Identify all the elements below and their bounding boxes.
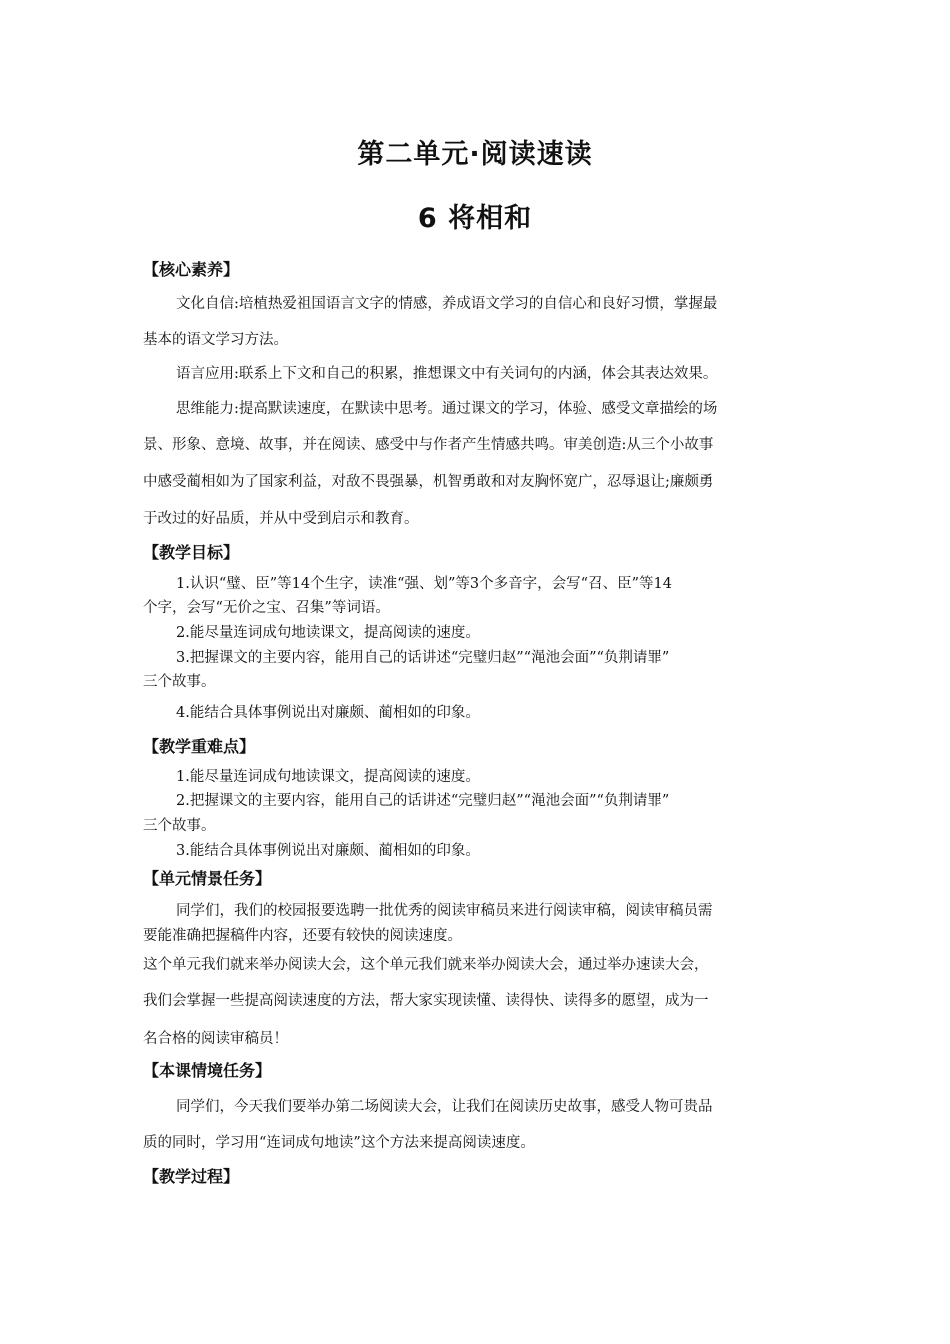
paragraph-line: 语言应用:联系上下文和自己的积累，推想课文中有关词句的内涵，体会其表达效果。 <box>176 366 718 382</box>
paragraph-line: 三个故事。 <box>143 674 216 690</box>
paragraph-line: 中感受蔺相如为了国家利益，对敌不畏强暴，机智勇敢和对友胸怀宽广，忍辱退让;廉颇勇 <box>143 474 714 490</box>
paragraph-line: 个字，会写“无价之宝、召集”等词语。 <box>143 600 390 616</box>
paragraph-line: 景、形象、意境、故事，并在阅读、感受中与作者产生情感共鸣。审美创造:从三个小故事 <box>143 437 714 453</box>
paragraph-line: 质的同时，学习用“连词成句地读”这个方法来提高阅读速度。 <box>143 1135 535 1151</box>
paragraph-line: 这个单元我们就来举办阅读大会，这个单元我们就来举办阅读大会，通过举办速读大会， <box>143 957 709 973</box>
paragraph-line: 名合格的阅读审稿员！ <box>143 1031 288 1047</box>
paragraph-line: 3.把握课文的主要内容，能用自己的话讲述“完璧归赵”“渑池会面”“负荆请罪” <box>176 650 670 666</box>
paragraph-line: 思维能力:提高默读速度，在默读中思考。通过课文的学习，体验、感受文章描绘的场 <box>176 401 718 417</box>
paragraph-line: 同学们，今天我们要举办第二场阅读大会，让我们在阅读历史故事，感受人物可贵品 <box>176 1099 713 1115</box>
section-heading-core: 【核心素养】 <box>143 260 240 279</box>
paragraph-line: 2.能尽量连词成句地读课文，提高阅读的速度。 <box>176 625 480 641</box>
paragraph-line: 3.能结合具体事例说出对廉颇、蔺相如的印象。 <box>176 843 480 859</box>
section-heading-unit-task: 【单元情景任务】 <box>143 869 272 888</box>
paragraph-line: 基本的语文学习方法。 <box>143 332 288 348</box>
unit-title: 第二单元·阅读速读 <box>357 139 593 170</box>
lesson-title: 6 将相和 <box>417 203 533 234</box>
section-heading-lesson-task: 【本课情境任务】 <box>143 1061 272 1080</box>
paragraph-line: 同学们，我们的校园报要选聘一批优秀的阅读审稿员来进行阅读审稿，阅读审稿员需 <box>176 903 713 919</box>
section-heading-process: 【教学过程】 <box>143 1167 240 1186</box>
paragraph-line: 4.能结合具体事例说出对廉颇、蔺相如的印象。 <box>176 705 480 721</box>
paragraph-line: 2.把握课文的主要内容，能用自己的话讲述“完璧归赵”“渑池会面”“负荆请罪” <box>176 793 670 809</box>
section-heading-goals: 【教学目标】 <box>143 543 240 562</box>
paragraph-line: 三个故事。 <box>143 818 216 834</box>
paragraph-line: 我们会掌握一些提高阅读速度的方法，帮大家实现读懂、读得快、读得多的愿望，成为一 <box>143 993 709 1009</box>
paragraph-line: 于改过的好品质，并从中受到启示和教育。 <box>143 511 419 527</box>
paragraph-line: 要能准确把握稿件内容，还要有较快的阅读速度。 <box>143 928 462 944</box>
paragraph-line: 文化自信:培植热爱祖国语言文字的情感，养成语文学习的自信心和良好习惯，掌握最 <box>176 296 718 312</box>
paragraph-line: 1.能尽量连词成句地读课文，提高阅读的速度。 <box>176 769 480 785</box>
section-heading-keypoints: 【教学重难点】 <box>143 737 256 756</box>
paragraph-line: 1.认识“璧、臣”等14个生字，读准“强、划”等3个多音字，会写“召、臣”等14 <box>176 576 672 592</box>
